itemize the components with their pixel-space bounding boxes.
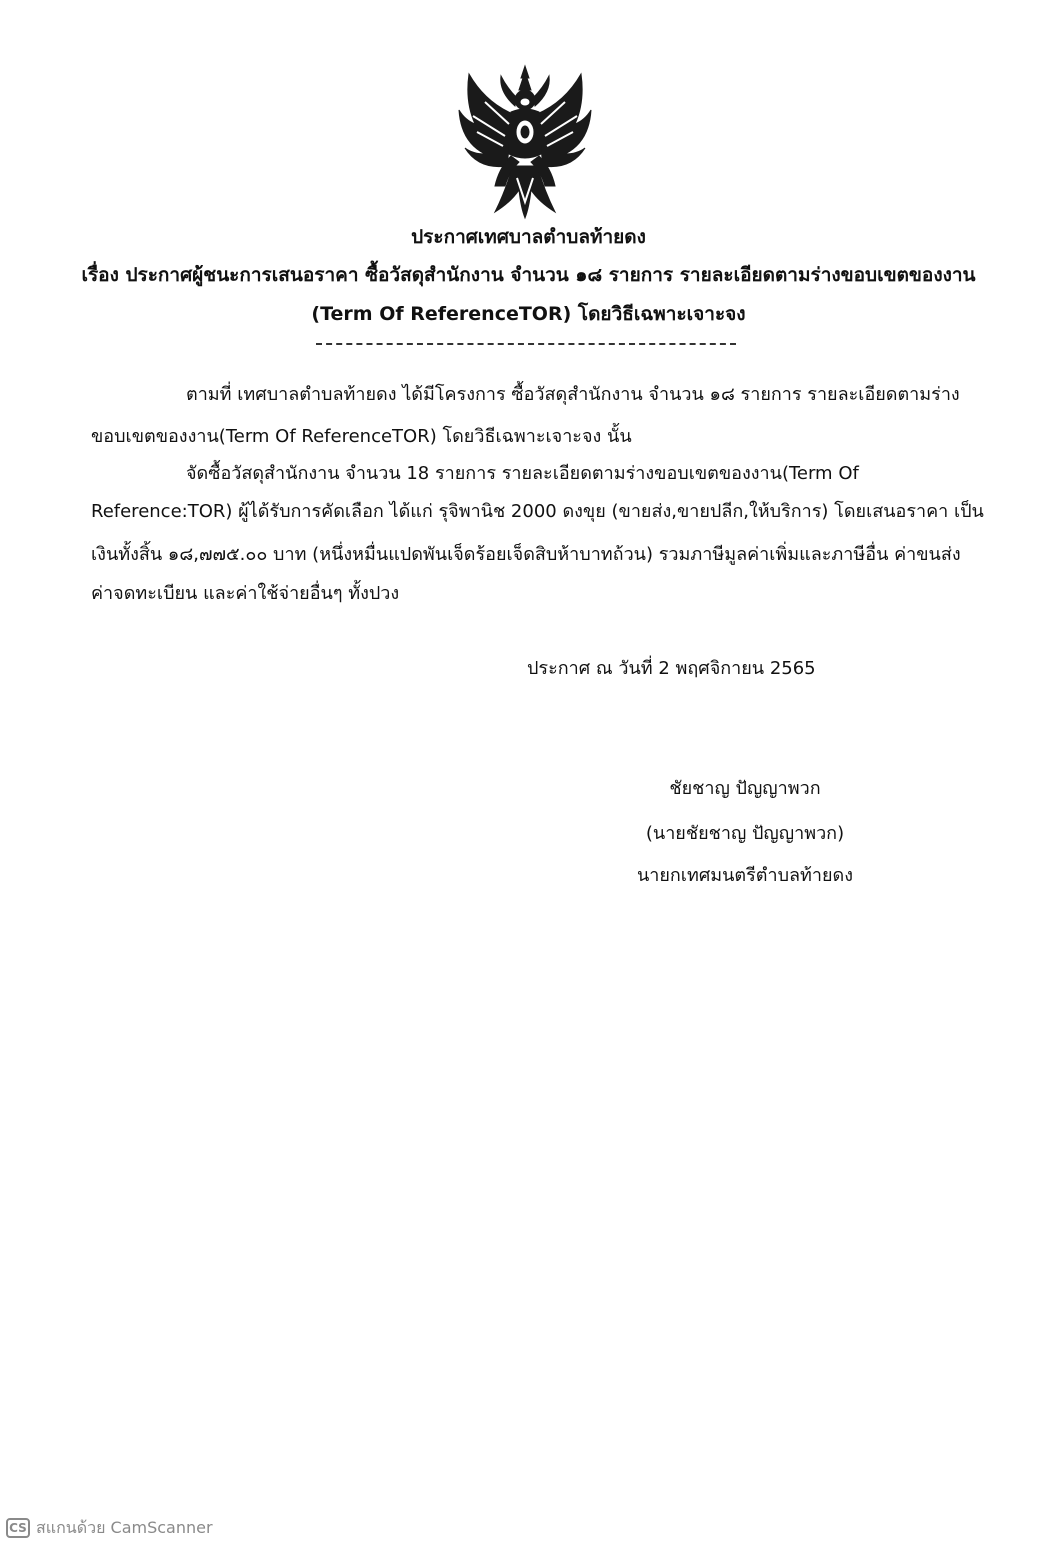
signatory-full-name: (นายชัยชาญ ปัญญาพวก) (645, 823, 845, 844)
paragraph-2-line-3: เงินทั้งสิ้น ๑๘,๗๗๕.๐๐ บาท (หนึ่งหมื่นแปดพันเจ็ดร้อยเจ็ดสิบห้าบาทถ้วน) รวมภาษีมูลค่าเพิ่มและภาษีอื่น ค่าขนส่ง (91, 544, 961, 565)
signature-name: ชัยชาญ ปัญญาพวก (669, 778, 821, 799)
document-title: ประกาศเทศบาลตำบลท้ายดง (411, 226, 646, 248)
scanner-text: สแกนด้วย CamScanner (36, 1517, 213, 1537)
signatory-position: นายกเทศมนตรีตำบลท้ายดง (636, 865, 854, 886)
paragraph-1-line-1: ตามที่ เทศบาลตำบลท้ายดง ได้มีโครงการ ซื้อวัสดุสำนักงาน จำนวน ๑๘ รายการ รายละเอียดตามร่าง (186, 384, 960, 405)
paragraph-2-line-2: Reference:TOR) ผู้ได้รับการคัดเลือก ได้แก่ รุจิพานิช 2000 ดงขุย (ขายส่ง,ขายปลีก,ให้บริการ) โดยเสนอราคา เป็น (91, 501, 984, 522)
garuda-emblem-icon (455, 62, 595, 220)
paragraph-1-line-2: ขอบเขตของงาน(Term Of ReferenceTOR) โดยวิธีเฉพาะเจาะจง นั้น (91, 426, 632, 447)
announcement-date: ประกาศ ณ วันที่ 2 พฤศจิกายน 2565 (527, 658, 816, 679)
divider (316, 343, 736, 345)
subject-line-1: เรื่อง ประกาศผู้ชนะการเสนอราคา ซื้อวัสดุสำนักงาน จำนวน ๑๘ รายการ รายละเอียดตามร่างขอบเขตของงาน (81, 264, 976, 286)
subject-line-2: (Term Of ReferenceTOR) โดยวิธีเฉพาะเจาะจง (311, 303, 746, 325)
paragraph-2-line-4: ค่าจดทะเบียน และค่าใช้จ่ายอื่นๆ ทั้งปวง (91, 583, 400, 604)
camscanner-logo-icon: CS (6, 1518, 30, 1538)
scanner-footer (6, 1515, 213, 1541)
paragraph-2-line-1: จัดซื้อวัสดุสำนักงาน จำนวน 18 รายการ รายละเอียดตามร่างขอบเขตของงาน(Term Of (186, 463, 859, 484)
